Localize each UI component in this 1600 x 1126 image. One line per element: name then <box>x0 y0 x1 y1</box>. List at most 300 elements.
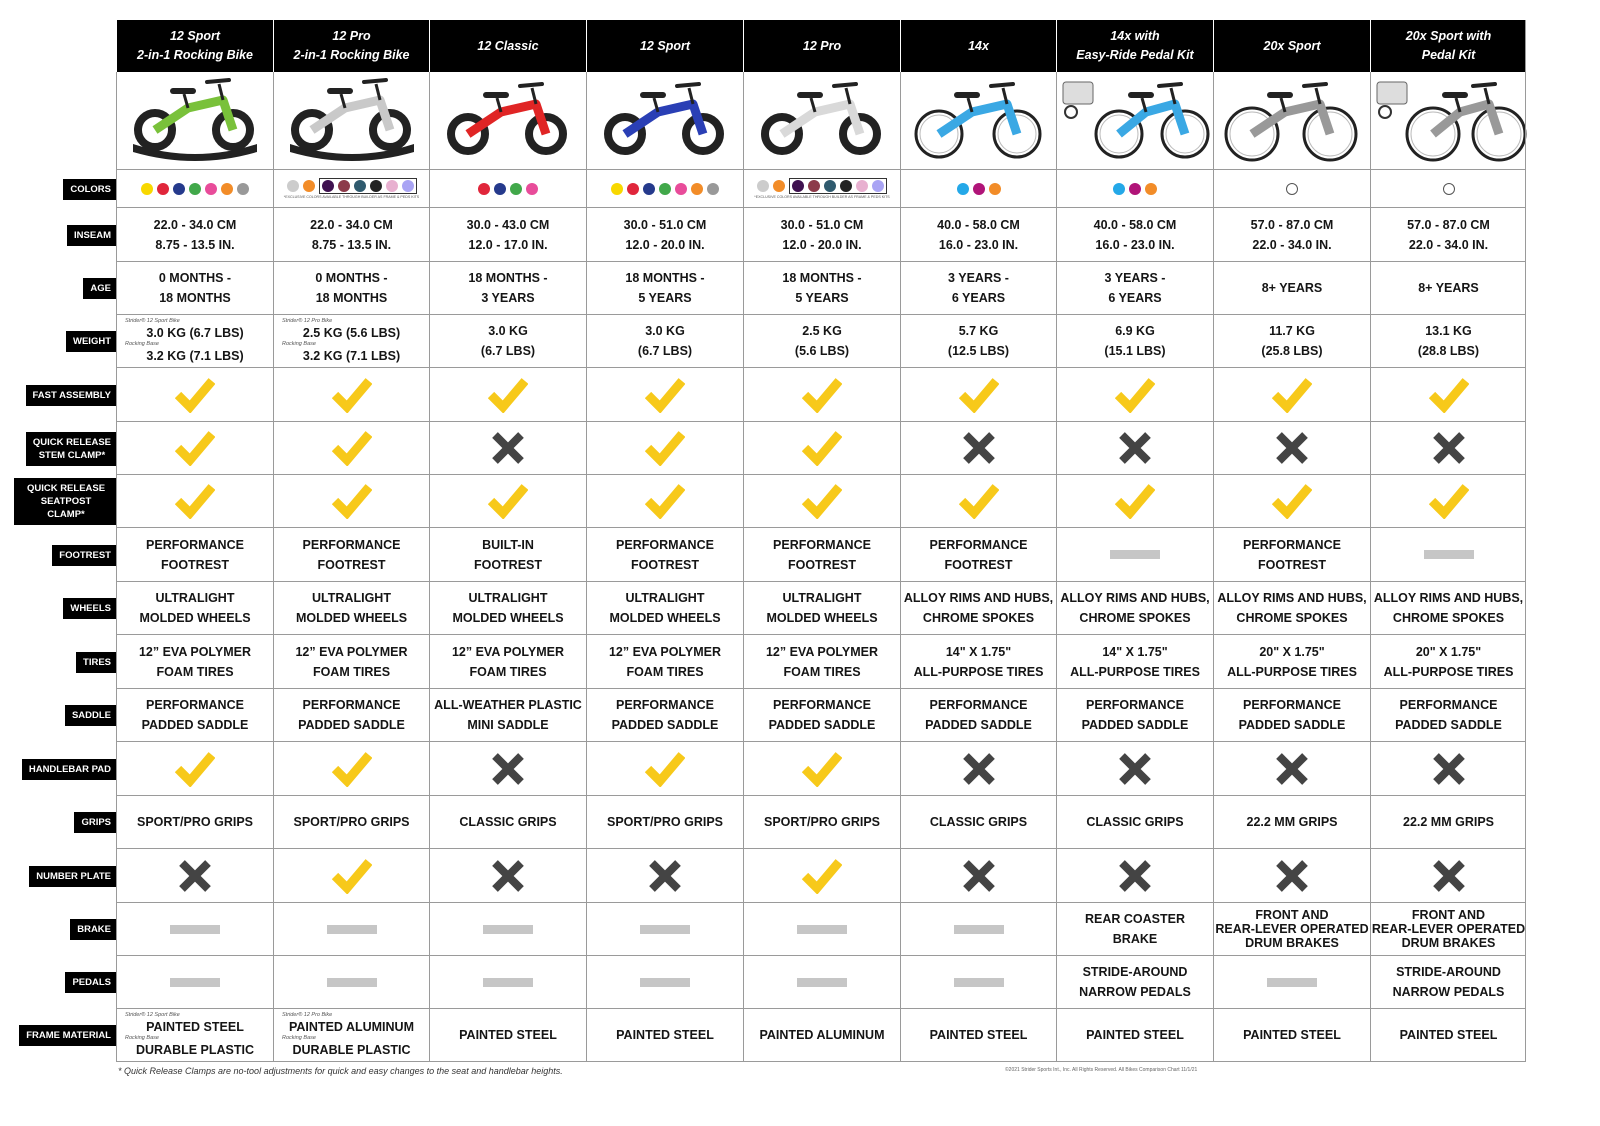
cross-icon <box>491 752 525 786</box>
cell-text: 12” EVA POLYMER <box>138 644 252 659</box>
cross-icon <box>491 431 525 465</box>
color-swatches <box>1113 183 1157 195</box>
cell-text: ALL-PURPOSE TIRES <box>913 664 1044 679</box>
table-cell <box>273 422 429 475</box>
color-swatch <box>675 183 687 195</box>
cell-text: CHROME SPOKES <box>1079 611 1191 625</box>
cell-text: 6 YEARS <box>1108 291 1162 305</box>
table-cell <box>273 689 429 742</box>
row-label <box>14 582 116 635</box>
table-cell <box>273 903 429 956</box>
color-swatch <box>205 183 217 195</box>
table-cell <box>116 1009 273 1062</box>
cell-sublabel: Strider® 12 Sport Bike <box>125 318 180 324</box>
color-swatch <box>989 183 1001 195</box>
cell-text: (15.1 LBS) <box>1104 344 1166 358</box>
table-cell <box>116 956 273 1009</box>
cell-text: 30.0 - 51.0 CM <box>623 217 707 232</box>
table-cell <box>1213 368 1370 422</box>
cell-text: 12.0 - 17.0 IN. <box>468 237 548 252</box>
table-cell <box>273 368 429 422</box>
cell-text: 0 MONTHS - <box>158 271 232 285</box>
table-cell <box>1213 582 1370 635</box>
table-cell <box>116 742 273 796</box>
row-label-text: FAST ASSEMBLY <box>26 385 116 406</box>
table-cell <box>1370 635 1526 689</box>
check-icon <box>175 483 215 519</box>
check-icon <box>1272 377 1312 413</box>
color-swatch <box>691 183 703 195</box>
cell-text: MINI SADDLE <box>467 718 549 732</box>
table-cell <box>116 315 273 368</box>
table-cell <box>273 1009 429 1062</box>
cross-icon <box>962 752 996 786</box>
cell-text: FOAM TIRES <box>626 664 704 679</box>
cross-icon <box>1432 859 1466 893</box>
cell-text: SPORT/PRO GRIPS <box>764 815 880 829</box>
table-cell <box>116 582 273 635</box>
check-icon <box>959 377 999 413</box>
cell-text: FOOTREST <box>473 557 543 572</box>
cell-text: MOLDED WHEELS <box>609 611 721 625</box>
cell-text: BUILT-IN <box>482 537 534 552</box>
cell-text: ULTRALIGHT <box>155 591 235 605</box>
cell-text: MOLDED WHEELS <box>452 611 564 625</box>
table-cell <box>1370 956 1526 1009</box>
cell-text: REAR-LEVER OPERATED <box>1215 922 1369 936</box>
bike-image <box>900 72 1056 170</box>
cell-text: 12” EVA POLYMER <box>451 644 565 659</box>
table-cell <box>743 742 900 796</box>
color-swatch <box>1113 183 1125 195</box>
cell-text: 12” EVA POLYMER <box>608 644 722 659</box>
copyright: ©2021 Strider Sports Int., Inc. All Rights Reserved. All Bikes Comparison Chart 11/1/21 <box>1005 1067 1198 1073</box>
cell-text: PAINTED STEEL <box>1243 1028 1341 1042</box>
table-cell <box>586 582 743 635</box>
cross-icon <box>1432 431 1466 465</box>
cell-text: 12” EVA POLYMER <box>295 644 408 659</box>
color-swatch <box>386 180 398 192</box>
cell-text: SPORT/PRO GRIPS <box>137 815 253 829</box>
cell-text: SPORT/PRO GRIPS <box>607 815 723 829</box>
cell-text: (5.6 LBS) <box>794 344 850 358</box>
table-cell <box>900 422 1056 475</box>
table-cell <box>1056 849 1213 903</box>
color-swatch <box>1145 183 1157 195</box>
not-applicable-dash <box>797 978 847 987</box>
row-label-text: HANDLEBAR PAD <box>22 759 116 780</box>
row-label <box>14 956 116 1009</box>
cell-text: 2.5 KG <box>802 324 842 338</box>
color-swatch <box>659 183 671 195</box>
table-cell <box>1213 422 1370 475</box>
row-label-text: WHEELS <box>63 598 116 619</box>
color-swatch <box>627 183 639 195</box>
cell-text: 8+ YEARS <box>1418 281 1479 295</box>
not-applicable-dash <box>1424 550 1474 559</box>
cell-text: 3.0 KG (6.7 LBS) <box>146 326 244 340</box>
color-swatch <box>808 180 820 192</box>
table-cell <box>900 582 1056 635</box>
bike-image <box>743 72 900 170</box>
table-cell <box>586 262 743 315</box>
table-cell <box>900 208 1056 262</box>
cell-text: NARROW PEDALS <box>1392 985 1505 999</box>
table-cell <box>429 689 586 742</box>
cell-text: STRIDE-AROUND <box>1082 965 1188 979</box>
not-applicable-dash <box>327 925 377 934</box>
not-applicable-dash <box>640 978 690 987</box>
cell-text: 22.0 - 34.0 CM <box>153 217 237 232</box>
table-cell <box>900 528 1056 582</box>
cell-text: 14" X 1.75" <box>945 644 1012 659</box>
cell-text: PADDED SADDLE <box>1081 718 1189 732</box>
cell-text: 16.0 - 23.0 IN. <box>1095 237 1175 252</box>
color-swatch <box>1286 183 1298 195</box>
cell-text: (12.5 LBS) <box>947 344 1010 358</box>
cell-text: FRONT AND <box>1411 908 1486 922</box>
cell-text: 22.2 MM GRIPS <box>1246 815 1338 829</box>
check-icon <box>802 751 842 787</box>
cross-icon <box>962 859 996 893</box>
cell-text: ULTRALIGHT <box>782 591 862 605</box>
table-cell <box>900 475 1056 528</box>
table-cell <box>429 956 586 1009</box>
table-cell <box>743 903 900 956</box>
color-swatch <box>1443 183 1455 195</box>
cell-sublabel: Strider® 12 Pro Bike <box>282 318 333 324</box>
table-cell <box>273 475 429 528</box>
color-swatch <box>526 183 538 195</box>
table-cell <box>900 635 1056 689</box>
color-swatch <box>707 183 719 195</box>
row-label <box>14 742 116 796</box>
bike-illustration <box>901 72 1057 170</box>
cell-text: ALLOY RIMS AND HUBS, <box>1217 591 1367 605</box>
table-cell <box>900 1009 1056 1062</box>
table-cell <box>1056 796 1213 849</box>
cell-text: PERFORMANCE <box>1399 698 1498 712</box>
cell-text: PADDED SADDLE <box>611 718 719 732</box>
cell-text: PAINTED STEEL <box>1086 1028 1184 1042</box>
cell-text: 8+ YEARS <box>1261 281 1323 295</box>
cell-text: ULTRALIGHT <box>312 591 391 605</box>
table-cell <box>1370 422 1526 475</box>
check-icon <box>488 377 528 413</box>
row-label-text: QUICK RELEASE STEM CLAMP* <box>26 432 116 466</box>
cell-text: MOLDED WHEELS <box>295 611 408 625</box>
color-swatch <box>757 180 769 192</box>
cell-text: 5 YEARS <box>795 291 849 305</box>
cell-text: PERFORMANCE <box>146 698 244 712</box>
check-icon <box>332 751 372 787</box>
cell-sublabel: Rocking Base <box>282 1035 316 1041</box>
table-cell <box>429 475 586 528</box>
color-swatch <box>1129 183 1141 195</box>
table-cell <box>586 368 743 422</box>
table-cell <box>900 903 1056 956</box>
table-cell <box>429 635 586 689</box>
table-cell <box>1370 582 1526 635</box>
cell-text: CHROME SPOKES <box>922 611 1035 625</box>
color-swatch <box>402 180 414 192</box>
cell-text: FOOTREST <box>787 557 857 572</box>
cell-text: CHROME SPOKES <box>1236 611 1348 625</box>
bike-illustration <box>274 72 430 170</box>
table-cell <box>1056 1009 1213 1062</box>
check-icon <box>1272 483 1312 519</box>
cell-text: 20" X 1.75" <box>1259 644 1325 659</box>
table-right-border <box>1525 20 1526 1062</box>
table-cell <box>1056 903 1213 956</box>
cell-text: CHROME SPOKES <box>1392 611 1505 625</box>
cell-text: (25.8 LBS) <box>1261 344 1323 358</box>
color-swatch <box>824 180 836 192</box>
table-cell <box>1056 208 1213 262</box>
color-swatches <box>611 183 719 195</box>
check-icon <box>175 377 215 413</box>
bike-image <box>1056 72 1213 170</box>
row-label-text: WEIGHT <box>66 331 116 352</box>
table-cell <box>743 262 900 315</box>
cross-icon <box>1275 752 1309 786</box>
table-cell <box>743 689 900 742</box>
cross-icon <box>962 431 996 465</box>
cell-text: DURABLE PLASTIC <box>135 1043 255 1057</box>
not-applicable-dash <box>327 978 377 987</box>
cell-text: PAINTED STEEL <box>929 1028 1028 1042</box>
row-label-text: FRAME MATERIAL <box>19 1025 116 1046</box>
row-label-text: BRAKE <box>70 919 116 940</box>
row-label <box>14 796 116 849</box>
table-cell <box>116 368 273 422</box>
bike-image <box>586 72 743 170</box>
table-cell <box>1056 635 1213 689</box>
color-swatch <box>338 180 350 192</box>
cell-text: PERFORMANCE <box>1243 698 1341 712</box>
cell-text: 18 MONTHS - <box>782 271 862 285</box>
bike-illustration <box>1371 72 1527 170</box>
table-cell <box>743 422 900 475</box>
cell-text: FOAM TIRES <box>783 664 861 679</box>
check-icon <box>802 430 842 466</box>
cell-text: ULTRALIGHT <box>468 591 548 605</box>
cell-text: 14" X 1.75" <box>1102 644 1168 659</box>
cell-text: 5 YEARS <box>638 291 692 305</box>
table-cell <box>116 903 273 956</box>
table-cell <box>586 1009 743 1062</box>
table-cell <box>900 315 1056 368</box>
cell-text: DRUM BRAKES <box>1245 936 1339 950</box>
exclusive-colors-note: *EXCLUSIVE COLORS AVAILABLE THROUGH BUILDER AS FRAME & PEDS KITS <box>283 194 420 199</box>
bike-image <box>116 72 273 170</box>
cell-text: ALLOY RIMS AND HUBS, <box>903 591 1054 605</box>
table-cell <box>429 262 586 315</box>
table-cell <box>743 528 900 582</box>
cell-text: PADDED SADDLE <box>1395 718 1502 732</box>
cell-text: 8.75 - 13.5 IN. <box>155 237 235 252</box>
check-icon <box>645 751 685 787</box>
bike-illustration <box>1214 72 1371 170</box>
cell-text: 13.1 KG <box>1425 324 1472 338</box>
table-cell <box>1370 796 1526 849</box>
bike-image <box>273 72 429 170</box>
table-cell <box>429 368 586 422</box>
cell-text: FOAM TIRES <box>469 664 547 679</box>
exclusive-colors <box>319 178 417 194</box>
table-cell <box>429 903 586 956</box>
not-applicable-dash <box>1267 978 1317 987</box>
cell-text: 22.0 - 34.0 IN. <box>1408 237 1489 252</box>
table-cell <box>586 849 743 903</box>
table-cell <box>1370 689 1526 742</box>
table-cell <box>1213 635 1370 689</box>
color-swatch <box>840 180 852 192</box>
cell-text: REAR-LEVER OPERATED <box>1371 922 1526 936</box>
not-applicable-dash <box>954 978 1004 987</box>
cell-text: DURABLE PLASTIC <box>292 1043 411 1057</box>
cell-text: PADDED SADDLE <box>925 718 1032 732</box>
table-cell <box>116 528 273 582</box>
cross-icon <box>648 859 682 893</box>
row-label <box>14 208 116 262</box>
table-cell <box>429 1009 586 1062</box>
color-swatch <box>303 180 315 192</box>
cell-text: PAINTED STEEL <box>1399 1028 1498 1042</box>
cross-icon <box>1118 431 1152 465</box>
table-cell <box>429 849 586 903</box>
check-icon <box>802 377 842 413</box>
table-cell <box>116 849 273 903</box>
table-cell <box>429 422 586 475</box>
cell-text: 18 MONTHS - <box>625 271 705 285</box>
color-swatch <box>856 180 868 192</box>
image-row-border <box>116 169 1526 170</box>
cell-text: ALLOY RIMS AND HUBS, <box>1373 591 1524 605</box>
table-cell <box>743 315 900 368</box>
row-label-text: FOOTREST <box>52 545 116 566</box>
table-cell <box>586 208 743 262</box>
color-swatch <box>237 183 249 195</box>
table-cell <box>1370 262 1526 315</box>
cell-text: PERFORMANCE <box>302 537 401 552</box>
table-cell <box>586 422 743 475</box>
column-header: 12 Sport 2-in-1 Rocking Bike <box>116 20 273 72</box>
cell-text: ULTRALIGHT <box>625 591 705 605</box>
table-cell <box>743 956 900 1009</box>
column-header: 12 Classic <box>429 20 586 72</box>
table-cell <box>1056 262 1213 315</box>
table-cell <box>1213 796 1370 849</box>
row-label <box>14 903 116 956</box>
table-cell <box>1056 742 1213 796</box>
row-label <box>14 849 116 903</box>
row-label <box>14 475 116 528</box>
cell-text: 3.0 KG <box>645 324 685 338</box>
cell-text: ALL-PURPOSE TIRES <box>1070 664 1200 679</box>
table-cell <box>743 582 900 635</box>
cell-text: (6.7 LBS) <box>480 344 536 358</box>
cell-text: 0 MONTHS - <box>315 271 388 285</box>
cell-text: 30.0 - 43.0 CM <box>466 217 550 232</box>
table-cell <box>900 796 1056 849</box>
row-label-text: INSEAM <box>67 225 116 246</box>
column-header: 14x with Easy-Ride Pedal Kit <box>1056 20 1213 72</box>
color-swatches <box>757 178 887 194</box>
column-header: 12 Pro 2-in-1 Rocking Bike <box>273 20 429 72</box>
table-cell <box>116 475 273 528</box>
cell-text: FOOTREST <box>160 557 230 572</box>
cell-text: 57.0 - 87.0 CM <box>1407 217 1490 232</box>
cross-icon <box>1275 859 1309 893</box>
cell-text: 6.9 KG <box>1115 324 1155 338</box>
cell-text: 22.0 - 34.0 IN. <box>1252 237 1332 252</box>
table-cell <box>1370 903 1526 956</box>
exclusive-colors <box>789 178 887 194</box>
cell-text: PADDED SADDLE <box>298 718 405 732</box>
color-swatch <box>221 183 233 195</box>
cell-sublabel: Rocking Base <box>125 341 159 347</box>
table-cell <box>586 903 743 956</box>
cell-text: ALL-WEATHER PLASTIC <box>434 698 582 712</box>
table-cell <box>273 956 429 1009</box>
color-swatch <box>611 183 623 195</box>
cell-text: PERFORMANCE <box>1243 537 1341 552</box>
column-header: 12 Sport <box>586 20 743 72</box>
cell-text: PADDED SADDLE <box>141 718 249 732</box>
table-cell <box>429 796 586 849</box>
table-cell <box>273 208 429 262</box>
cell-text: 3 YEARS - <box>948 271 1009 285</box>
table-cell <box>1370 1009 1526 1062</box>
row-label <box>14 635 116 689</box>
cross-icon <box>178 859 212 893</box>
table-cell <box>273 262 429 315</box>
color-swatch <box>510 183 522 195</box>
not-applicable-dash <box>483 978 533 987</box>
table-cell <box>273 849 429 903</box>
table-cell <box>900 689 1056 742</box>
table-cell <box>1213 849 1370 903</box>
cell-text: PERFORMANCE <box>302 698 401 712</box>
table-cell <box>1056 956 1213 1009</box>
table-cell <box>116 208 273 262</box>
table-cell <box>743 368 900 422</box>
column-header: 20x Sport with Pedal Kit <box>1370 20 1526 72</box>
table-cell <box>1213 1009 1370 1062</box>
table-cell <box>586 475 743 528</box>
cell-text: PERFORMANCE <box>1086 698 1184 712</box>
check-icon <box>1115 377 1155 413</box>
bike-image <box>1370 72 1526 170</box>
table-cell <box>1213 475 1370 528</box>
cell-text: 3.2 KG (7.1 LBS) <box>302 349 401 363</box>
table-cell <box>273 582 429 635</box>
row-label <box>14 689 116 742</box>
cell-text: FOOTREST <box>944 557 1013 572</box>
cell-text: PAINTED STEEL <box>616 1028 714 1042</box>
cell-text: 40.0 - 58.0 CM <box>1093 217 1177 232</box>
table-cell <box>900 742 1056 796</box>
cell-text: 3.0 KG <box>488 324 528 338</box>
row-label <box>14 262 116 315</box>
row-label-text: GRIPS <box>74 812 116 833</box>
cell-sublabel: Rocking Base <box>282 341 316 347</box>
cell-text: PADDED SADDLE <box>1238 718 1346 732</box>
color-swatch <box>872 180 884 192</box>
cell-text: 22.2 MM GRIPS <box>1403 815 1494 829</box>
table-cell <box>743 170 900 208</box>
